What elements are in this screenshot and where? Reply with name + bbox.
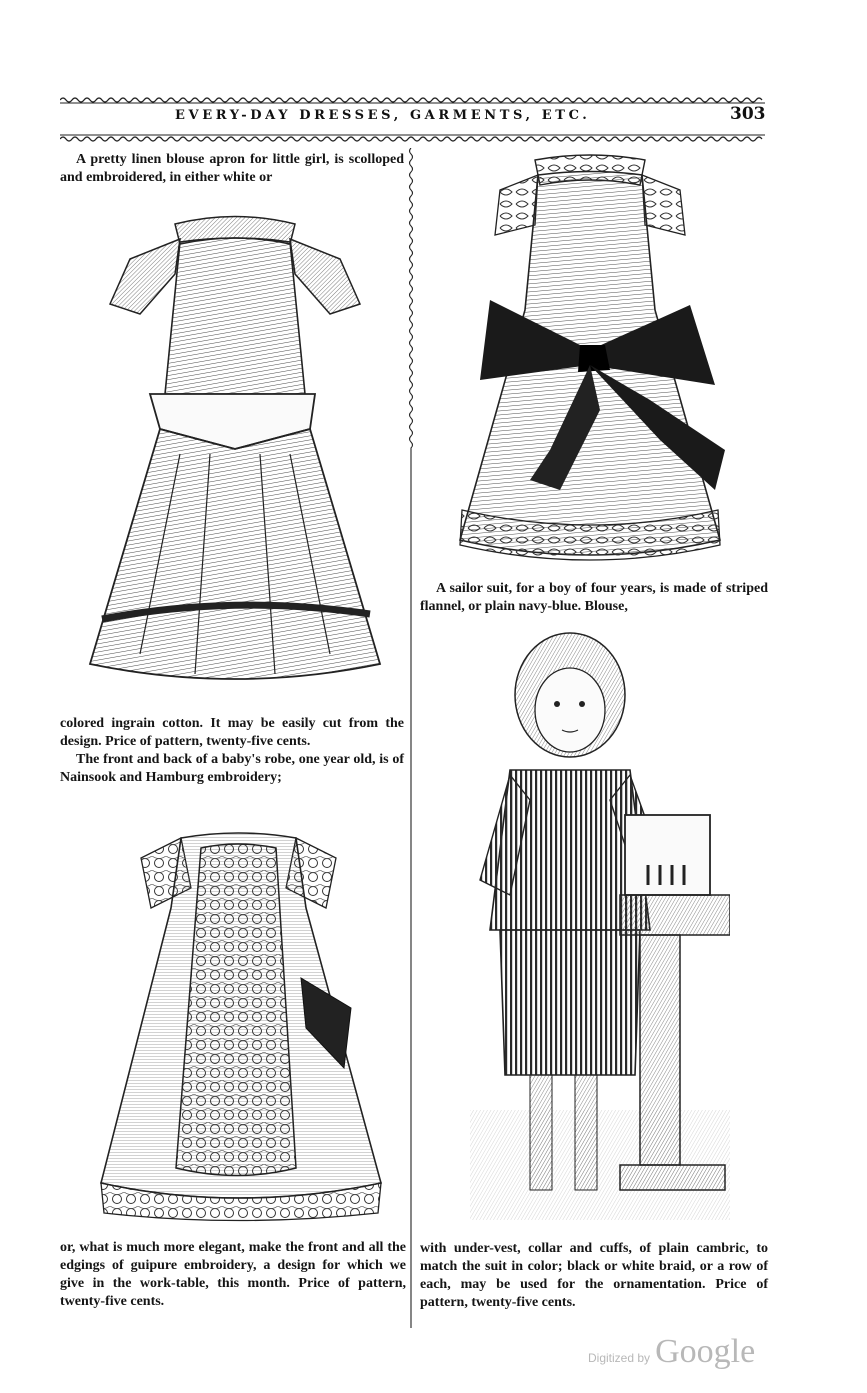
apron-description-cont — [60, 715, 404, 787]
apron-text: A pretty linen blouse apron for little girl, is scolloped and embroidered, in either white or — [60, 152, 404, 185]
digitized-by-google-watermark — [588, 1333, 768, 1373]
apron-description — [60, 151, 404, 187]
header-top-rule — [60, 96, 765, 104]
page-number: 303 — [730, 104, 766, 124]
baby-robe-engraving — [96, 828, 386, 1223]
running-title: EVERY-DAY DRESSES, GARMENTS, ETC. — [175, 108, 591, 123]
sailor-suit-text: A sailor suit, for a boy of four years, is made of striped flannel, or plain navy-blue. Blouse, — [420, 581, 768, 614]
baby-robe-text: The front and back of a baby's robe, one year old, is of Nainsook and Hamburg embroidery; — [60, 752, 404, 785]
baby-robe-description-cont — [60, 1239, 406, 1311]
sailor-suit-description — [420, 580, 768, 616]
baby-robe-text-cont: or, what is much more elegant, make the front and all the edgings of guipure embroidery, a design for which we give in the work-table, this month. Price of pattern, twenty-five cents. — [60, 1240, 406, 1309]
sailor-suit-text-cont: with under-vest, collar and cuffs, of plain cambric, to match the suit in color; black or white braid, or a row of each, may be used for the ornamentation. Price of pattern, twenty-five cents. — [420, 1241, 768, 1310]
header-bottom-rule — [60, 134, 765, 142]
google-wordmark: Google — [655, 1333, 756, 1370]
apron-engraving — [80, 204, 390, 700]
sailor-suit-description-cont — [420, 1240, 768, 1312]
dress-with-bow-engraving — [450, 150, 730, 575]
digitized-label: Digitized by — [588, 1351, 651, 1365]
sailor-suit-boy-engraving — [470, 630, 730, 1230]
apron-text-cont: colored ingrain cotton. It may be easily cut from the design. Price of pattern, twenty-five cents. — [60, 716, 404, 749]
column-divider — [404, 148, 418, 1328]
